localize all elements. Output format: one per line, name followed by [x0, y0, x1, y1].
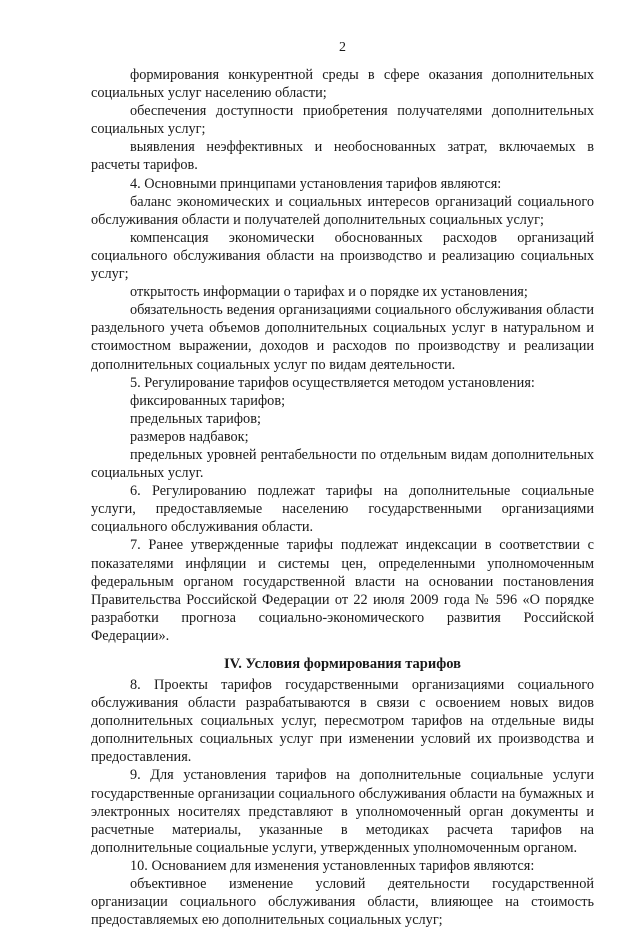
- paragraph: предельных уровней рентабельности по отдельным видам дополнительных социальных услуг.: [91, 446, 594, 482]
- paragraph: обеспечения доступности приобретения получателями дополнительных социальных услуг;: [91, 103, 594, 138]
- paragraph: 7. Ранее утвержденные тарифы подлежат индексации в соответствии с показателями инфляции и системы цен, определенными уполномоченным федеральным органом государственной власти на основании постановления Правительства Российской Федерации от 22 июля 2009 года № 596 «О порядке разработки прогноза социально-экономического развития Российской Федерации».: [91, 537, 594, 644]
- paragraph: 9. Для установления тарифов на дополнительные социальные услуги государственные организации социального обслуживания области на бумажных и электронных носителях представляют в уполномоченный орган документы и расчетные материалы, указанные в методиках расчета тарифов на дополнительные социальные услуги, утвержденных уполномоченным органом.: [91, 767, 594, 856]
- page-number: 2: [339, 40, 346, 55]
- paragraph: формирования конкурентной среды в сфере оказания дополнительных социальных услуг населению области;: [91, 67, 594, 102]
- paragraph: баланс экономических и социальных интересов организаций социального обслуживания области и получателей дополнительных социальных услуг;: [91, 193, 594, 228]
- paragraph: выявления неэффективных и необоснованных затрат, включаемых в расчеты тарифов.: [91, 139, 594, 174]
- paragraph: 10. Основанием для изменения установленных тарифов являются:: [130, 857, 535, 874]
- paragraph: 6. Регулированию подлежат тарифы на дополнительные социальные услуги, предоставляемые населению государственными организациями социального обслуживания области.: [91, 483, 594, 536]
- paragraph: предельных тарифов;: [130, 410, 261, 427]
- paragraph: объективное изменение условий деятельности государственной организации социального обслуживания области, влияющее на стоимость предоставляемых ею дополнительных социальных услуг;: [91, 876, 594, 929]
- paragraph: размеров надбавок;: [130, 428, 249, 445]
- paragraph: фиксированных тарифов;: [130, 392, 286, 409]
- paragraph: обязательность ведения организациями социального обслуживания области раздельного учета объемов дополнительных социальных услуг в натуральном и стоимостном выражении, доходов и расходов по производству и реализации дополнительных социальных услуг по видам деятельности.: [91, 302, 594, 373]
- paragraph: 8. Проекты тарифов государственными организациями социального обслуживания области разрабатываются в связи с освоением новых видов дополнительных социальных услуг, пересмотром тарифов на отдельные виды дополнительных социальных услуг при изменении условий их производства и предоставления.: [91, 677, 594, 766]
- paragraph: открытость информации о тарифах и о порядке их установления;: [130, 284, 528, 301]
- paragraph: 5. Регулирование тарифов осуществляется методом установления:: [130, 374, 535, 391]
- paragraph: 4. Основными принципами установления тарифов являются:: [130, 175, 502, 192]
- section-heading: IV. Условия формирования тарифов: [224, 656, 461, 672]
- paragraph: компенсация экономически обоснованных расходов организаций социального обслуживания области на производство и реализацию социальных услуг;: [91, 229, 594, 283]
- document-body: [91, 66, 594, 929]
